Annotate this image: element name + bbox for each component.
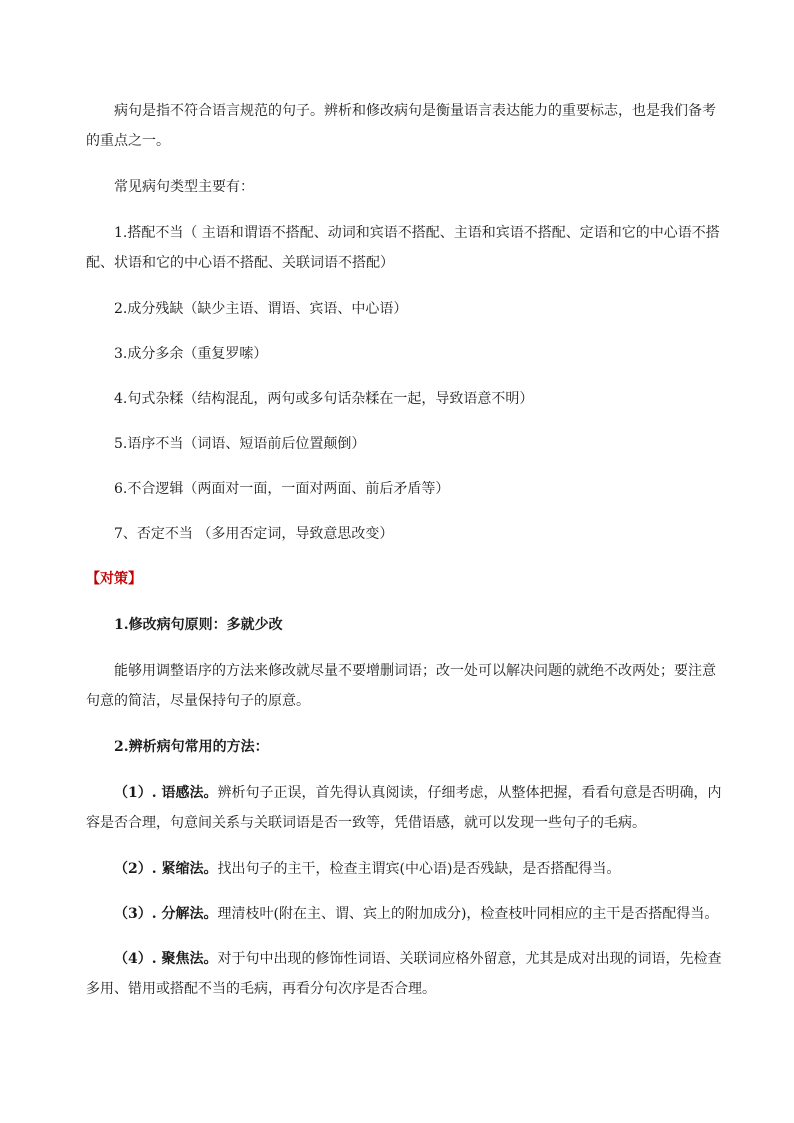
method-body: 辨析句子正误，首先得认真阅读，仔细考虑，从整体把握，看看句意是否明确，内容是否合理，句意间关系与关联词语是否一致等，凭借语感，就可以发现一些句子的毛病。 — [86, 785, 722, 831]
method-lead: （3）. 分解法。 — [114, 906, 218, 922]
type-item-6: 6.不合逻辑（两面对一面，一面对两面、前后矛盾等） — [114, 481, 450, 497]
intro-paragraph: 病句是指不符合语言规范的句子。辨析和修改病句是衡量语言表达能力的重要标志，也是我们备考的重点之一。 — [86, 103, 716, 149]
method-item-1 — [86, 778, 726, 838]
strategy-heading: 【对策】 — [86, 571, 142, 587]
principle-body: 能够用调整语序的方法来修改就尽量不要增删词语；改一处可以解决问题的就绝不改两处；要注意句意的简洁，尽量保持句子的原意。 — [86, 663, 716, 709]
method-lead: （4）. 聚焦法。 — [114, 951, 218, 967]
types-intro: 常见病句类型主要有： — [114, 179, 254, 195]
type-item-4: 4.句式杂糅（结构混乱，两句或多句话杂糅在一起，导致语意不明） — [114, 391, 534, 407]
type-item-2: 2.成分残缺（缺少主语、谓语、宾语、中心语） — [114, 301, 408, 317]
method-body: 理清枝叶(附在主、谓、宾上的附加成分)，检查枝叶同相应的主干是否搭配得当。 — [217, 906, 719, 922]
method-lead: （2）. 紧缩法。 — [114, 861, 218, 877]
type-item-3: 3.成分多余（重复罗嗦） — [114, 346, 268, 362]
principle-title: 1.修改病句原则：多就少改 — [114, 617, 283, 633]
type-item-7: 7、否定不当 （多用否定词，导致意思改变） — [114, 526, 394, 542]
type-item-1: 1.搭配不当（ 主语和谓语不搭配、动词和宾语不搭配、主语和宾语不搭配、定语和它的中心语不搭配、状语和它的中心语不搭配、关联词语不搭配） — [86, 225, 720, 271]
type-item-5: 5.语序不当（词语、短语前后位置颠倒） — [114, 436, 366, 452]
method-body: 找出句子的主干，检查主谓宾(中心语)是否残缺，是否搭配得当。 — [217, 861, 621, 877]
method-lead: （1）. 语感法。 — [114, 785, 218, 801]
method-body: 对于句中出现的修饰性词语、关联词应格外留意，尤其是成对出现的词语，先检查多用、错用或搭配不当的毛病，再看分句次序是否合理。 — [86, 951, 722, 997]
method-item-4 — [86, 944, 726, 1004]
method-item-2 — [86, 854, 726, 884]
methods-title: 2.辨析病句常用的方法： — [114, 739, 269, 755]
method-item-3 — [86, 899, 726, 929]
